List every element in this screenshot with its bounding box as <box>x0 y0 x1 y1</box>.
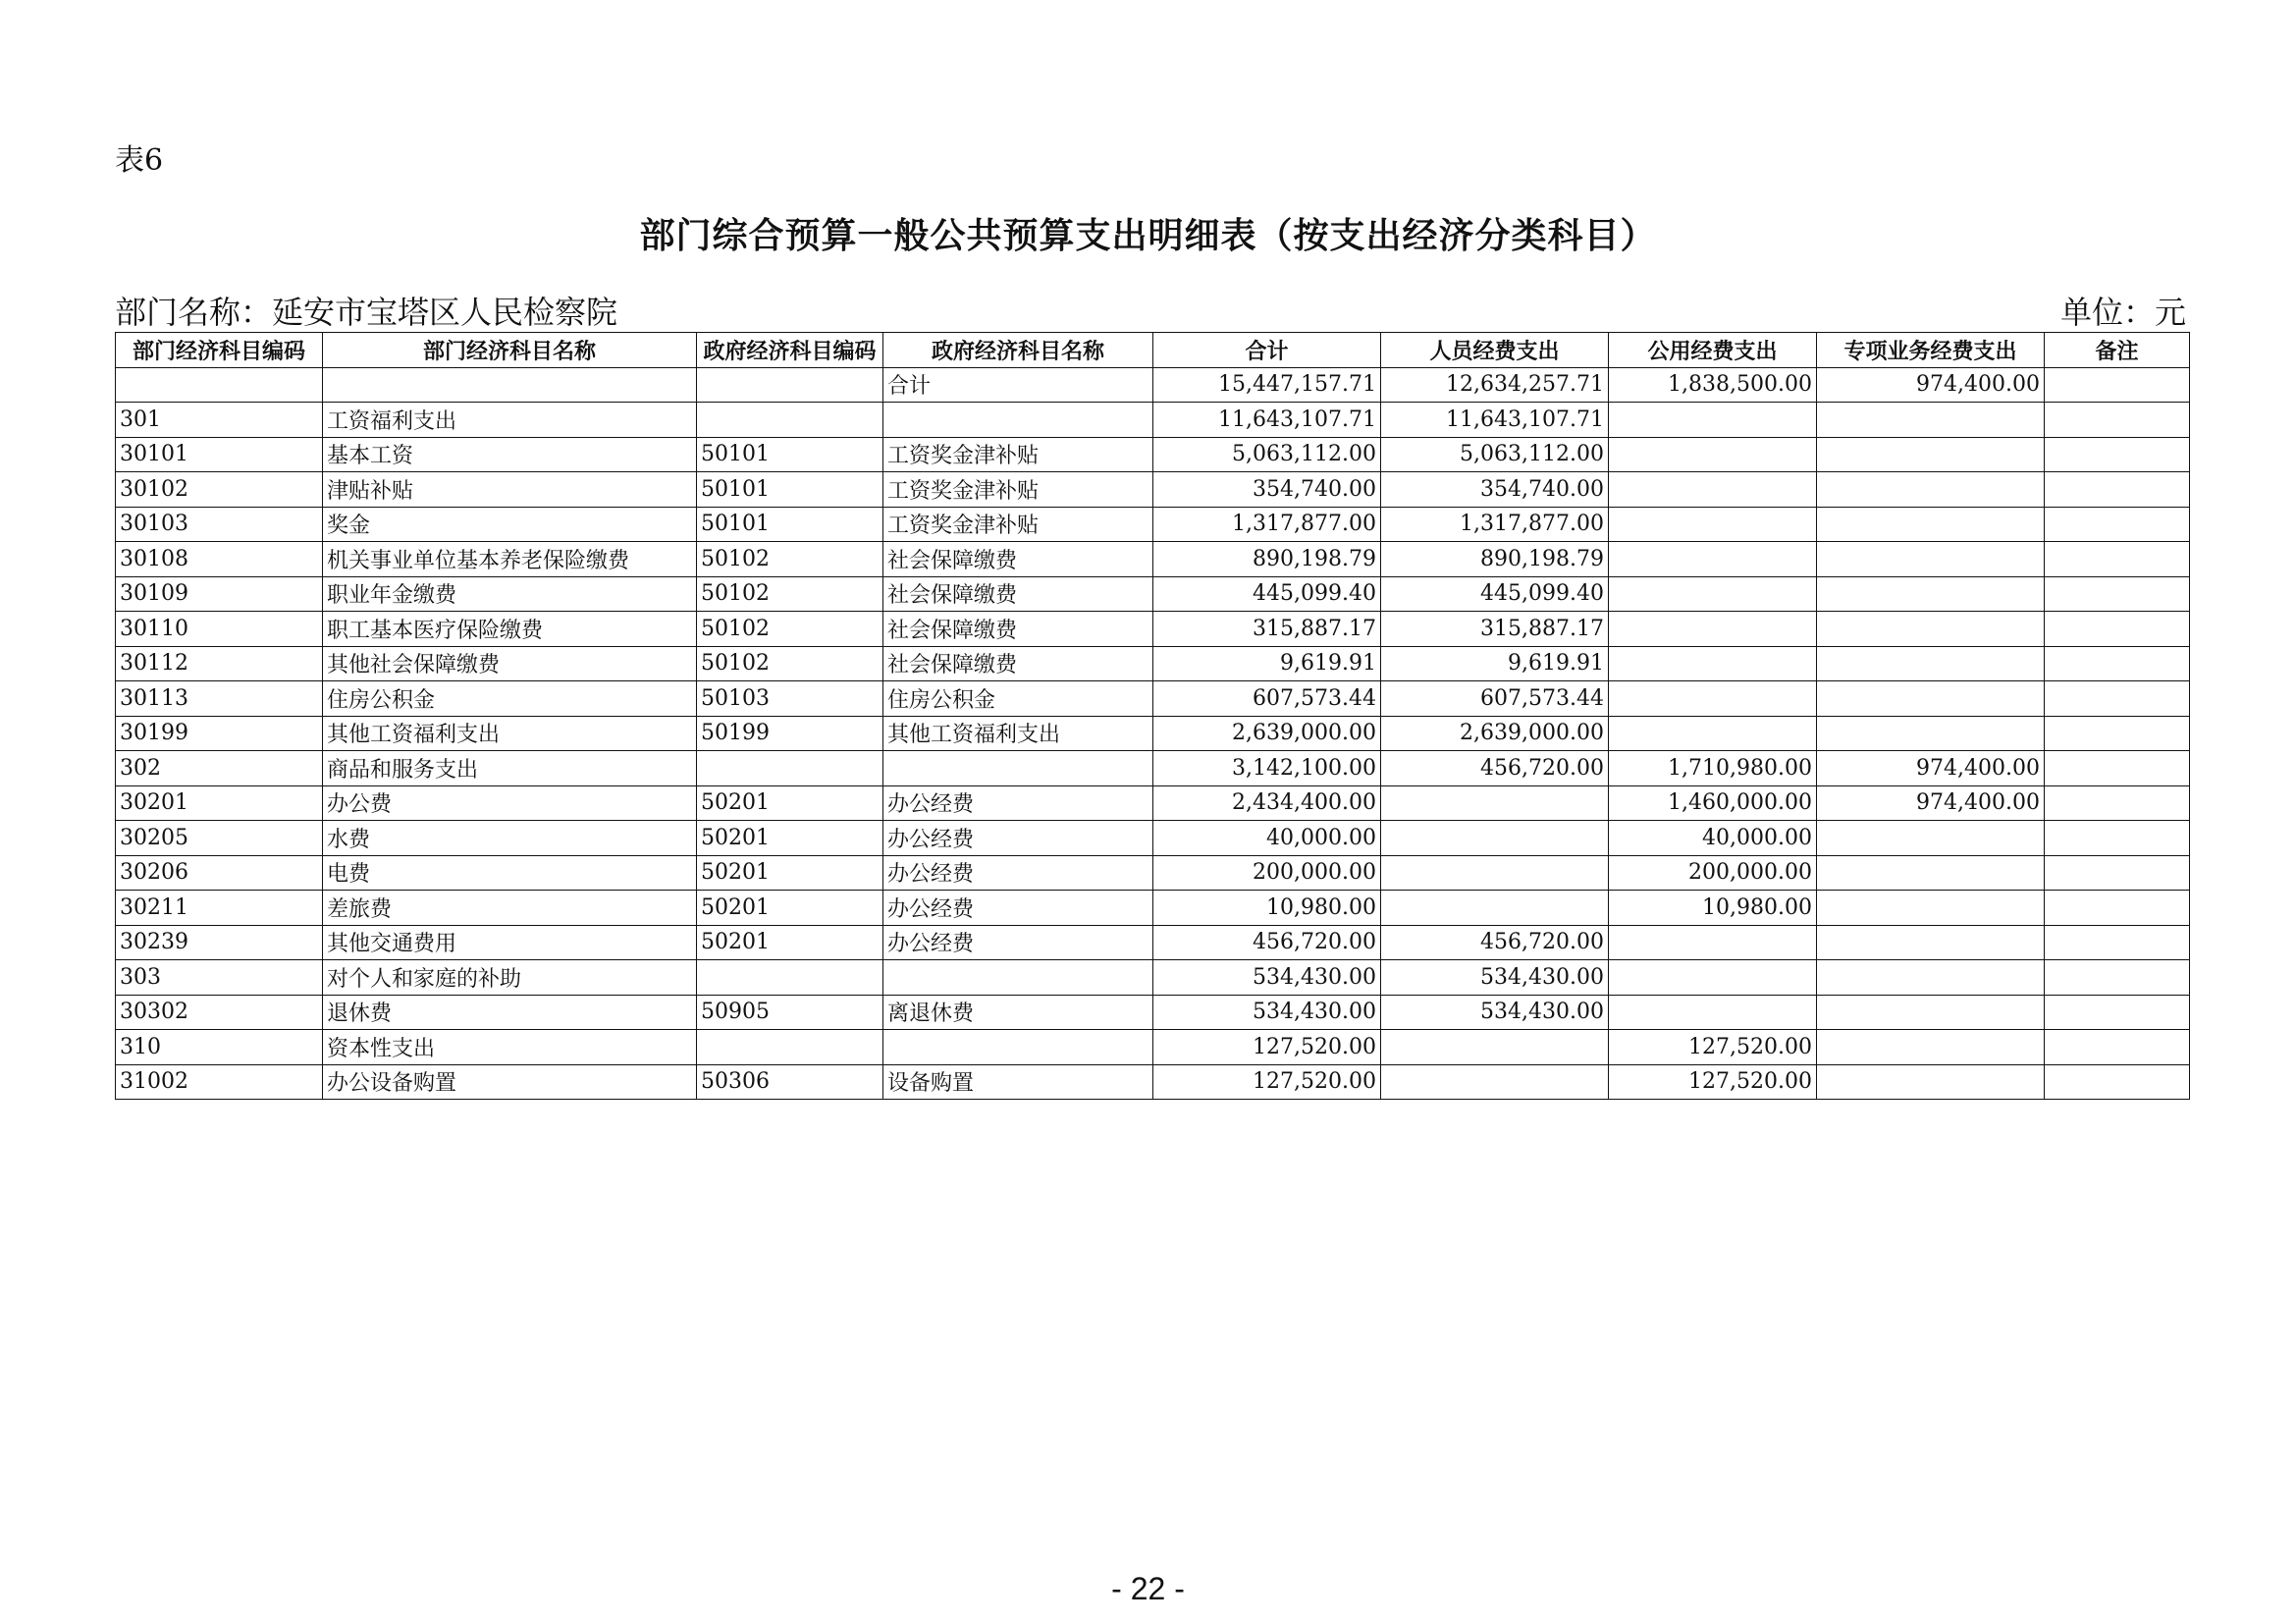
dept-name-cell: 职工基本医疗保险缴费 <box>323 612 697 647</box>
total-cell: 2,639,000.00 <box>1153 716 1381 751</box>
table-body <box>116 367 2190 1100</box>
note-cell <box>2045 1064 2190 1100</box>
gov-code-cell <box>697 367 883 403</box>
special-cell <box>1817 1064 2045 1100</box>
gov-name-cell: 住房公积金 <box>883 681 1153 717</box>
special-cell <box>1817 576 2045 612</box>
special-cell <box>1817 437 2045 472</box>
gov-name-cell: 设备购置 <box>883 1064 1153 1100</box>
gov-code-cell <box>697 751 883 786</box>
gov-name-cell: 合计 <box>883 367 1153 403</box>
note-cell <box>2045 960 2190 996</box>
gov-name-cell: 工资奖金津补贴 <box>883 472 1153 508</box>
personnel-cell: 445,099.40 <box>1381 576 1609 612</box>
unit-label: 单位：元 <box>2059 294 2186 331</box>
total-cell: 15,447,157.71 <box>1153 367 1381 403</box>
total-cell: 354,740.00 <box>1153 472 1381 508</box>
total-cell: 2,434,400.00 <box>1153 785 1381 821</box>
dept-code-cell: 310 <box>116 1030 323 1065</box>
dept-name-cell: 资本性支出 <box>323 1030 697 1065</box>
dept-code-cell: 30239 <box>116 925 323 960</box>
total-cell: 11,643,107.71 <box>1153 403 1381 438</box>
total-cell: 315,887.17 <box>1153 612 1381 647</box>
dept-name-cell: 奖金 <box>323 507 697 542</box>
note-cell <box>2045 646 2190 681</box>
dept-code-cell: 301 <box>116 403 323 438</box>
dept-code-cell: 302 <box>116 751 323 786</box>
dept-code-cell: 303 <box>116 960 323 996</box>
note-cell <box>2045 507 2190 542</box>
gov-name-cell <box>883 751 1153 786</box>
dept-name-cell: 水费 <box>323 821 697 856</box>
dept-name-cell: 电费 <box>323 855 697 891</box>
dept-name-cell: 其他社会保障缴费 <box>323 646 697 681</box>
column-header: 政府经济科目编码 <box>697 333 883 368</box>
dept-code-cell: 30112 <box>116 646 323 681</box>
total-cell: 200,000.00 <box>1153 855 1381 891</box>
personnel-cell: 1,317,877.00 <box>1381 507 1609 542</box>
gov-name-cell: 办公经费 <box>883 891 1153 926</box>
gov-code-cell: 50306 <box>697 1064 883 1100</box>
gov-name-cell: 社会保障缴费 <box>883 576 1153 612</box>
dept-code-cell: 30109 <box>116 576 323 612</box>
gov-name-cell: 办公经费 <box>883 925 1153 960</box>
note-cell <box>2045 716 2190 751</box>
personnel-cell: 12,634,257.71 <box>1381 367 1609 403</box>
gov-code-cell: 50101 <box>697 507 883 542</box>
personnel-cell: 354,740.00 <box>1381 472 1609 508</box>
note-cell <box>2045 751 2190 786</box>
dept-name-cell: 机关事业单位基本养老保险缴费 <box>323 542 697 577</box>
public-cell: 10,980.00 <box>1609 891 1817 926</box>
budget-table <box>115 332 2190 1100</box>
personnel-cell <box>1381 821 1609 856</box>
gov-name-cell <box>883 403 1153 438</box>
table-row <box>116 716 2190 751</box>
personnel-cell: 2,639,000.00 <box>1381 716 1609 751</box>
department-name: 部门名称：延安市宝塔区人民检察院 <box>115 294 618 331</box>
gov-code-cell: 50102 <box>697 646 883 681</box>
gov-code-cell: 50201 <box>697 891 883 926</box>
note-cell <box>2045 437 2190 472</box>
special-cell: 974,400.00 <box>1817 367 2045 403</box>
special-cell <box>1817 612 2045 647</box>
total-cell: 3,142,100.00 <box>1153 751 1381 786</box>
public-cell: 1,838,500.00 <box>1609 367 1817 403</box>
column-header: 部门经济科目名称 <box>323 333 697 368</box>
gov-code-cell: 50199 <box>697 716 883 751</box>
gov-code-cell <box>697 1030 883 1065</box>
public-cell <box>1609 960 1817 996</box>
public-cell: 1,460,000.00 <box>1609 785 1817 821</box>
total-cell: 127,520.00 <box>1153 1030 1381 1065</box>
dept-code-cell <box>116 367 323 403</box>
personnel-cell: 890,198.79 <box>1381 542 1609 577</box>
public-cell <box>1609 646 1817 681</box>
table-row <box>116 960 2190 996</box>
special-cell: 974,400.00 <box>1817 785 2045 821</box>
table-row <box>116 472 2190 508</box>
gov-name-cell: 办公经费 <box>883 855 1153 891</box>
dept-name-cell: 津贴补贴 <box>323 472 697 508</box>
note-cell <box>2045 1030 2190 1065</box>
gov-code-cell: 50201 <box>697 925 883 960</box>
public-cell: 200,000.00 <box>1609 855 1817 891</box>
gov-code-cell: 50101 <box>697 472 883 508</box>
public-cell <box>1609 681 1817 717</box>
public-cell: 127,520.00 <box>1609 1064 1817 1100</box>
special-cell <box>1817 995 2045 1030</box>
dept-code-cell: 30201 <box>116 785 323 821</box>
total-cell: 890,198.79 <box>1153 542 1381 577</box>
table-row <box>116 1030 2190 1065</box>
column-header: 政府经济科目名称 <box>883 333 1153 368</box>
dept-code-cell: 30113 <box>116 681 323 717</box>
note-cell <box>2045 576 2190 612</box>
dept-name-cell: 办公费 <box>323 785 697 821</box>
dept-name-cell: 基本工资 <box>323 437 697 472</box>
table-row <box>116 821 2190 856</box>
personnel-cell: 315,887.17 <box>1381 612 1609 647</box>
note-cell <box>2045 855 2190 891</box>
dept-name-cell: 住房公积金 <box>323 681 697 717</box>
total-cell: 534,430.00 <box>1153 960 1381 996</box>
personnel-cell: 456,720.00 <box>1381 751 1609 786</box>
special-cell <box>1817 855 2045 891</box>
gov-code-cell <box>697 403 883 438</box>
dept-code-cell: 30206 <box>116 855 323 891</box>
column-header: 合计 <box>1153 333 1381 368</box>
table-row <box>116 367 2190 403</box>
total-cell: 5,063,112.00 <box>1153 437 1381 472</box>
gov-name-cell: 社会保障缴费 <box>883 646 1153 681</box>
gov-name-cell: 工资奖金津补贴 <box>883 437 1153 472</box>
column-header: 部门经济科目编码 <box>116 333 323 368</box>
dept-name-cell <box>323 367 697 403</box>
personnel-cell <box>1381 785 1609 821</box>
page-title: 部门综合预算一般公共预算支出明细表（按支出经济分类科目） <box>639 215 1657 256</box>
total-cell: 456,720.00 <box>1153 925 1381 960</box>
personnel-cell <box>1381 855 1609 891</box>
public-cell: 40,000.00 <box>1609 821 1817 856</box>
special-cell <box>1817 542 2045 577</box>
table-row <box>116 576 2190 612</box>
public-cell <box>1609 716 1817 751</box>
public-cell <box>1609 995 1817 1030</box>
special-cell <box>1817 472 2045 508</box>
special-cell <box>1817 821 2045 856</box>
gov-name-cell: 其他工资福利支出 <box>883 716 1153 751</box>
special-cell <box>1817 716 2045 751</box>
dept-name-cell: 其他工资福利支出 <box>323 716 697 751</box>
note-cell <box>2045 542 2190 577</box>
gov-name-cell: 社会保障缴费 <box>883 542 1153 577</box>
note-cell <box>2045 925 2190 960</box>
gov-code-cell: 50905 <box>697 995 883 1030</box>
dept-name-cell: 其他交通费用 <box>323 925 697 960</box>
personnel-cell <box>1381 1064 1609 1100</box>
gov-code-cell: 50201 <box>697 785 883 821</box>
public-cell <box>1609 403 1817 438</box>
public-cell <box>1609 576 1817 612</box>
personnel-cell: 456,720.00 <box>1381 925 1609 960</box>
table-row <box>116 925 2190 960</box>
special-cell <box>1817 507 2045 542</box>
dept-name-cell: 职业年金缴费 <box>323 576 697 612</box>
public-cell <box>1609 542 1817 577</box>
dept-name-cell: 对个人和家庭的补助 <box>323 960 697 996</box>
special-cell <box>1817 925 2045 960</box>
personnel-cell <box>1381 1030 1609 1065</box>
personnel-cell: 5,063,112.00 <box>1381 437 1609 472</box>
table-label: 表6 <box>115 143 164 178</box>
gov-code-cell: 50102 <box>697 542 883 577</box>
table-row <box>116 403 2190 438</box>
gov-name-cell: 社会保障缴费 <box>883 612 1153 647</box>
column-header: 公用经费支出 <box>1609 333 1817 368</box>
table-row <box>116 995 2190 1030</box>
dept-code-cell: 30101 <box>116 437 323 472</box>
special-cell <box>1817 891 2045 926</box>
gov-name-cell <box>883 1030 1153 1065</box>
dept-code-cell: 30199 <box>116 716 323 751</box>
gov-name-cell <box>883 960 1153 996</box>
gov-code-cell: 50201 <box>697 821 883 856</box>
dept-name-cell: 工资福利支出 <box>323 403 697 438</box>
total-cell: 10,980.00 <box>1153 891 1381 926</box>
dept-name-cell: 商品和服务支出 <box>323 751 697 786</box>
personnel-cell: 11,643,107.71 <box>1381 403 1609 438</box>
note-cell <box>2045 403 2190 438</box>
personnel-cell: 607,573.44 <box>1381 681 1609 717</box>
table-row <box>116 891 2190 926</box>
special-cell <box>1817 646 2045 681</box>
note-cell <box>2045 995 2190 1030</box>
dept-code-cell: 31002 <box>116 1064 323 1100</box>
gov-name-cell: 离退休费 <box>883 995 1153 1030</box>
total-cell: 1,317,877.00 <box>1153 507 1381 542</box>
total-cell: 445,099.40 <box>1153 576 1381 612</box>
gov-name-cell: 办公经费 <box>883 821 1153 856</box>
table-row <box>116 646 2190 681</box>
table-row <box>116 437 2190 472</box>
table-row <box>116 612 2190 647</box>
special-cell <box>1817 403 2045 438</box>
total-cell: 607,573.44 <box>1153 681 1381 717</box>
gov-name-cell: 工资奖金津补贴 <box>883 507 1153 542</box>
dept-code-cell: 30103 <box>116 507 323 542</box>
note-cell <box>2045 472 2190 508</box>
column-header: 专项业务经费支出 <box>1817 333 2045 368</box>
dept-name-cell: 退休费 <box>323 995 697 1030</box>
personnel-cell: 534,430.00 <box>1381 960 1609 996</box>
gov-name-cell: 办公经费 <box>883 785 1153 821</box>
table-row <box>116 1064 2190 1100</box>
note-cell <box>2045 785 2190 821</box>
column-header: 备注 <box>2045 333 2190 368</box>
table-row <box>116 785 2190 821</box>
table-row <box>116 751 2190 786</box>
note-cell <box>2045 367 2190 403</box>
total-cell: 40,000.00 <box>1153 821 1381 856</box>
total-cell: 534,430.00 <box>1153 995 1381 1030</box>
public-cell <box>1609 437 1817 472</box>
total-cell: 9,619.91 <box>1153 646 1381 681</box>
public-cell: 1,710,980.00 <box>1609 751 1817 786</box>
note-cell <box>2045 612 2190 647</box>
special-cell <box>1817 681 2045 717</box>
note-cell <box>2045 891 2190 926</box>
gov-code-cell: 50101 <box>697 437 883 472</box>
gov-code-cell <box>697 960 883 996</box>
public-cell <box>1609 925 1817 960</box>
dept-code-cell: 30205 <box>116 821 323 856</box>
table-row <box>116 542 2190 577</box>
dept-code-cell: 30302 <box>116 995 323 1030</box>
gov-code-cell: 50102 <box>697 612 883 647</box>
dept-code-cell: 30211 <box>116 891 323 926</box>
note-cell <box>2045 821 2190 856</box>
personnel-cell <box>1381 891 1609 926</box>
dept-name-cell: 差旅费 <box>323 891 697 926</box>
gov-code-cell: 50103 <box>697 681 883 717</box>
dept-code-cell: 30102 <box>116 472 323 508</box>
page-number: - 22 - <box>1111 1571 1185 1606</box>
gov-code-cell: 50102 <box>697 576 883 612</box>
public-cell: 127,520.00 <box>1609 1030 1817 1065</box>
total-cell: 127,520.00 <box>1153 1064 1381 1100</box>
special-cell <box>1817 960 2045 996</box>
dept-code-cell: 30108 <box>116 542 323 577</box>
public-cell <box>1609 612 1817 647</box>
personnel-cell: 9,619.91 <box>1381 646 1609 681</box>
personnel-cell: 534,430.00 <box>1381 995 1609 1030</box>
gov-code-cell: 50201 <box>697 855 883 891</box>
note-cell <box>2045 681 2190 717</box>
public-cell <box>1609 472 1817 508</box>
public-cell <box>1609 507 1817 542</box>
table-header-row <box>116 333 2190 368</box>
table-row <box>116 681 2190 717</box>
column-header: 人员经费支出 <box>1381 333 1609 368</box>
dept-name-cell: 办公设备购置 <box>323 1064 697 1100</box>
dept-code-cell: 30110 <box>116 612 323 647</box>
table-row <box>116 855 2190 891</box>
special-cell: 974,400.00 <box>1817 751 2045 786</box>
table-row <box>116 507 2190 542</box>
special-cell <box>1817 1030 2045 1065</box>
